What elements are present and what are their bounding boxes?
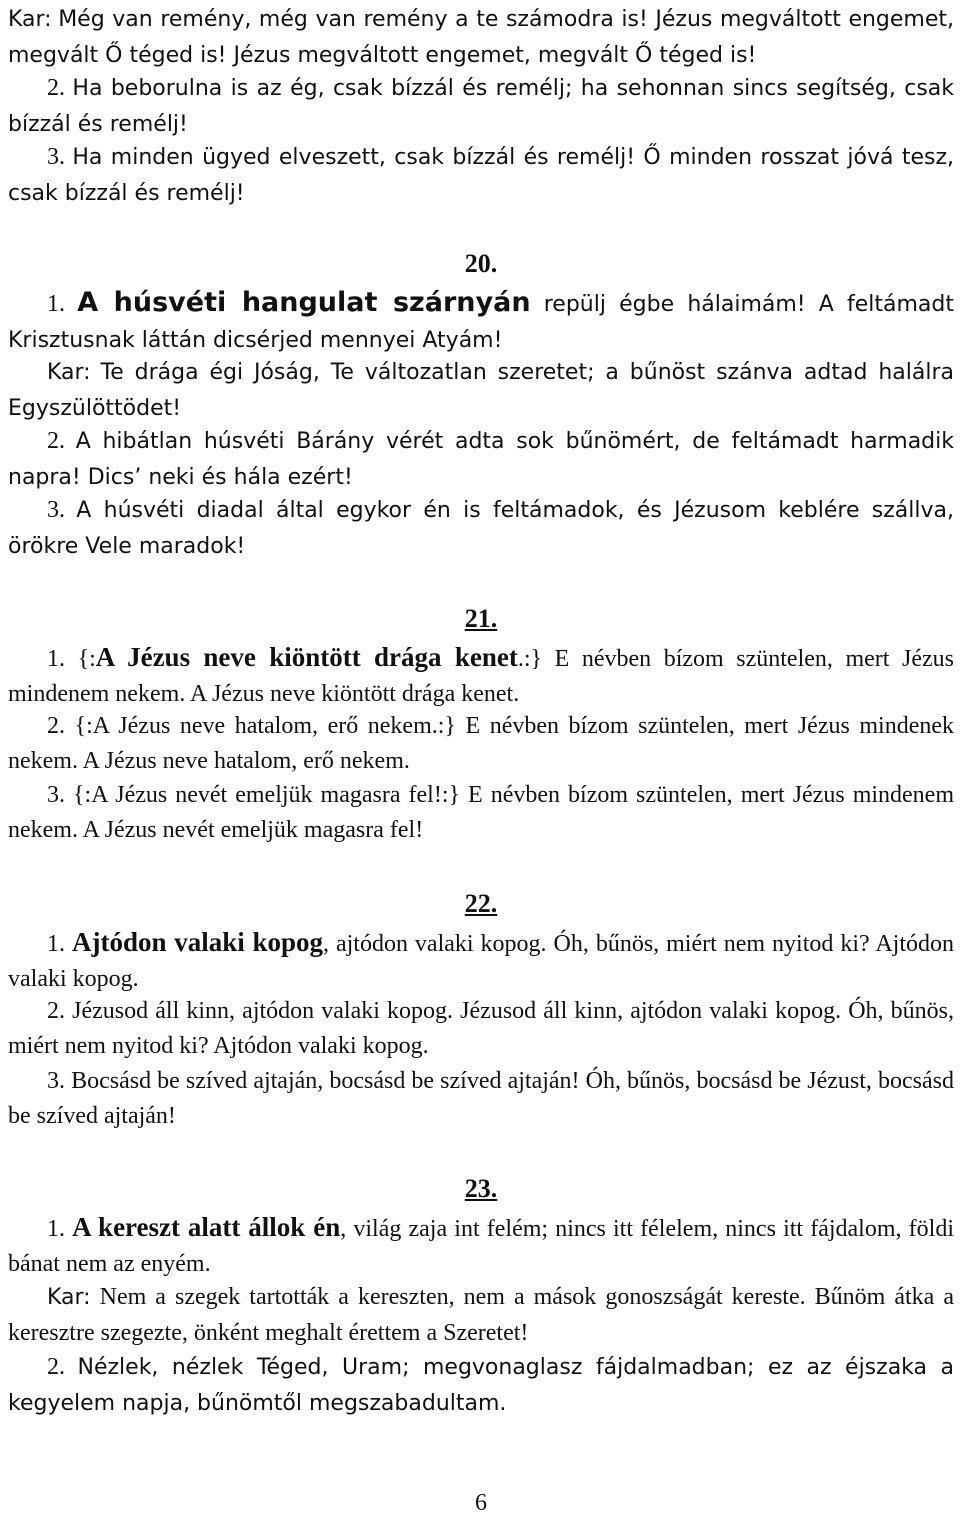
song19-verse-3 bbox=[8, 140, 954, 211]
verse-number: 1. bbox=[47, 931, 65, 957]
song23-verse-1 bbox=[8, 1210, 954, 1281]
song-number-23: 23. bbox=[464, 1174, 498, 1203]
verse-text: {:A Jézus neve hatalom, erő nekem.:} E névben bízom szüntelen, mert Jézus mindenek nekem. A Jézus neve hatalom, erő nekem. bbox=[8, 713, 955, 774]
song21-verse-2 bbox=[8, 709, 954, 778]
verse-text: {:A Jézus nevét emeljük magasra fel!:} E névben bízom szüntelen, mert Jézus mindenem nekem. A Jézus nevét emeljük magasra fel! bbox=[8, 782, 955, 843]
verse-text: Jézusod áll kinn, ajtódon valaki kopog. Jézusod áll kinn, ajtódon valaki kopog. Óh, bűnös, miért nem nyitod ki? Ajtódon valaki kopog. bbox=[8, 998, 955, 1059]
song22-verse-3 bbox=[8, 1064, 954, 1133]
verse-number: 2. bbox=[47, 713, 65, 739]
song-title: A Jézus neve kiöntött drága kenet bbox=[95, 642, 518, 672]
verse-text: Bocsásd be szíved ajtaján, bocsásd be szíved ajtaján! Óh, bűnös, bocsásd be Jézust, bocsásd be szíved ajtaján! bbox=[8, 1068, 955, 1129]
song19-refrain bbox=[8, 2, 954, 73]
verse-number: 3. bbox=[47, 782, 65, 808]
verse-number: 2. bbox=[47, 1354, 65, 1380]
verse-text: Ha beborulna is az ég, csak bízzál és remélj; ha sehonnan sincs segítség, csak bízzál és remélj! bbox=[8, 76, 955, 137]
verse-text: A hibátlan húsvéti Bárány vérét adta sok bűnömért, de feltámadt harmadik napra! Dics’ neki és hála ezért! bbox=[8, 429, 954, 490]
verse-number: 1. bbox=[47, 1216, 65, 1242]
song-number-20: 20. bbox=[464, 249, 498, 278]
song-title: A kereszt alatt állok én bbox=[72, 1212, 341, 1242]
song-number-21: 21. bbox=[464, 604, 498, 633]
song20-verse-3 bbox=[8, 493, 954, 564]
song-title: A húsvéti hangulat szárnyán bbox=[77, 287, 531, 318]
refrain-label: Kar: bbox=[8, 7, 52, 32]
song-title: Ajtódon valaki kopog bbox=[71, 927, 323, 957]
song-number-22: 22. bbox=[464, 889, 498, 918]
refrain-text: Nem a szegek tartották a kereszten, nem a mások gonoszságát kereste. Bűnöm átka a keresztre szegezte, önként meghalt érettem a Szeretet! bbox=[8, 1284, 955, 1346]
page-number: 6 bbox=[475, 1490, 487, 1516]
verse-text: , ajtódon valaki kopog. Óh, bűnös, miért nem nyitod ki? Ajtódon valaki kopog. bbox=[8, 931, 954, 992]
verse-number: 2. bbox=[47, 75, 65, 101]
verse-text: , világ zaja int felém; nincs itt félelem, nincs itt fájdalom, földi bánat nem az enyém. bbox=[8, 1216, 954, 1277]
verse-number: 1. bbox=[47, 646, 65, 672]
verse-number: 1. bbox=[47, 291, 65, 317]
song19-verse-2 bbox=[8, 71, 954, 142]
song22-verse-2 bbox=[8, 994, 954, 1063]
song21-verse-3 bbox=[8, 778, 954, 847]
verse-number: 2. bbox=[47, 428, 65, 454]
verse-text: .:} E névben bízom szüntelen, mert Jézus mindenem nekem. A Jézus neve kiöntött drága kenet. bbox=[8, 646, 954, 707]
refrain-text: Még van remény, még van remény a te számodra is! Jézus megváltott engemet, megvált Ő téged is! Jézus megváltott engemet, megvált Ő téged is! bbox=[8, 7, 955, 68]
verse-text: Ha minden ügyed elveszett, csak bízzál és remélj! Ő minden rosszat jóvá tesz, csak bízzál és remélj! bbox=[8, 145, 955, 206]
refrain-text: Te drága égi Jóság, Te változatlan szeretet; a bűnöst szánva adtad halálra Egyszülöttödet! bbox=[8, 360, 954, 421]
verse-text: Nézlek, nézlek Téged, Uram; megvonaglasz fájdalmadban; ez az éjszaka a kegyelem napja, bűnömtől megszabadultam. bbox=[8, 1355, 954, 1416]
refrain-label: Kar: bbox=[47, 1285, 91, 1310]
verse-text: repülj égbe hálaimám! A feltámadt Krisztusnak láttán dicsérjed mennyei Atyám! bbox=[8, 292, 954, 353]
song20-verse-1 bbox=[8, 286, 954, 358]
song23-refrain bbox=[8, 1280, 954, 1350]
song23-verse-2 bbox=[8, 1350, 954, 1421]
song21-verse-1 bbox=[8, 640, 954, 711]
verse-number: 2. bbox=[47, 998, 65, 1024]
verse-number: 3. bbox=[47, 1068, 65, 1094]
song22-verse-1 bbox=[8, 925, 954, 996]
repeat-open: {: bbox=[77, 646, 96, 672]
song20-verse-2 bbox=[8, 424, 954, 495]
song20-refrain bbox=[8, 355, 954, 426]
verse-number: 3. bbox=[47, 144, 65, 170]
refrain-label: Kar: bbox=[47, 360, 91, 385]
verse-text: A húsvéti diadal által egykor én is feltámadok, és Jézusom keblére szállva, örökre Vele maradok! bbox=[8, 498, 954, 559]
verse-number: 3. bbox=[47, 497, 65, 523]
